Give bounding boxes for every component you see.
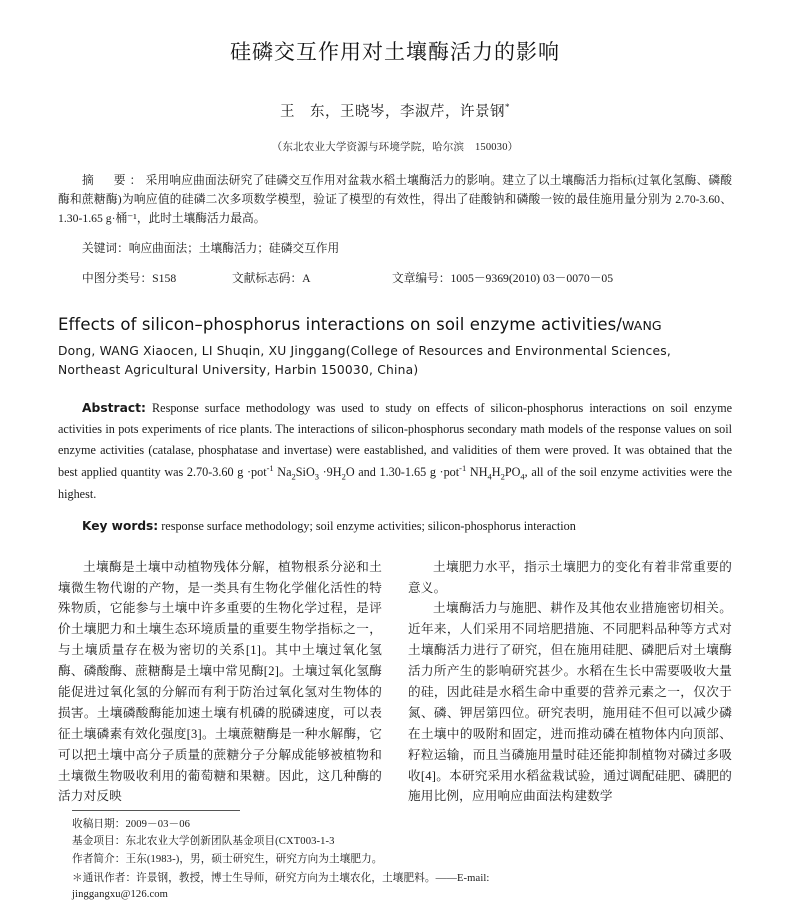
english-abstract-text-5: O and 1.30-1.65 g ·pot: [345, 465, 460, 480]
english-abstract-sup-1: -1: [266, 463, 274, 474]
english-abstract-text-8: PO: [504, 465, 521, 480]
document-code-label: 文献标志码：: [232, 271, 303, 285]
english-keywords-label: Key words:: [82, 519, 159, 534]
english-abstract-sub-3: 2: [341, 471, 346, 482]
class-number: [58, 270, 208, 286]
english-abstract-sup-2: -1: [459, 463, 467, 474]
english-abstract: [58, 398, 732, 505]
english-title: [58, 314, 732, 336]
article-id: [368, 270, 613, 286]
footnote-received-date: 收稿日期：2009－03－06: [72, 818, 191, 830]
page-footnotes: [58, 810, 538, 905]
english-title-author-start: WANG: [622, 317, 662, 333]
english-authors: Dong, WANG Xiaocen, LI Shuqin, XU Jinggang(College of Resources and Environmental Sciences, Northeast Agricultural University, Harbin 150030, China): [58, 343, 671, 377]
chinese-authors: [58, 100, 732, 121]
corresponding-marker: *: [505, 102, 510, 113]
chinese-keywords: [58, 240, 732, 259]
document-code: [208, 270, 368, 286]
english-abstract-text-2: Na: [273, 465, 292, 480]
classification-line: [58, 270, 732, 286]
page-title: 硅磷交互作用对土壤酶活力的影响: [230, 40, 560, 64]
english-title-main: Effects of silicon–phosphorus interactions on soil enzyme activities/: [58, 314, 623, 334]
document-code-value: A: [302, 271, 311, 285]
body-columns: [58, 557, 732, 808]
class-number-label: 中图分类号：: [82, 271, 153, 285]
chinese-abstract-paragraph: [58, 172, 732, 229]
english-abstract-text-6: NH: [466, 465, 488, 480]
english-abstract-text-7: H: [491, 465, 501, 480]
english-abstract-text-3: SiO: [295, 465, 315, 480]
english-abstract-sub-1: 2: [291, 471, 296, 482]
body-column-right: [408, 557, 732, 808]
chinese-authors-text: 王 东，王晓岑，李淑芹，许景钢: [280, 104, 505, 120]
chinese-abstract-text: 采用响应曲面法研究了硅磷交互作用对盆栽水稻土壤酶活力的影响。建立了以土壤酶活力指标(过氧化氢酶、磷酸酶和蔗糖酶)为响应值的硅磷二次多项数学模型，验证了模型的有效性，得出了硅酸钠和磷酸一铵的最佳施用量分别为 2.70-3.60、1.30-1.65 g·桶⁻¹，此时土壤酶活力最高。: [58, 174, 732, 225]
footnote-corresponding-author: ＊通讯作者：许景钢，教授，博士生导师，研究方向为土壤农化，土壤肥料。——E-mail: jinggangxu@126.com: [72, 873, 490, 901]
chinese-abstract-label: 摘 要：: [82, 174, 146, 187]
article-id-label: 文章编号：: [392, 271, 451, 285]
english-abstract-text-4: ·9H: [319, 465, 342, 480]
article-id-value: 1005－9369(2010) 03－0070－05: [450, 271, 614, 285]
footnote-funding: 基金项目：东北农业大学创新团队基金项目(CXT003-1-3: [72, 836, 335, 848]
english-abstract-text-9: , all of the soil enzyme activities were the highest.: [58, 465, 732, 502]
body-paragraph-left: 土壤酶是土壤中动植物残体分解，植物根系分泌和土壤微生物代谢的产物，是一类具有生物化学催化活性的特殊物质，它能参与土壤中许多重要的生物化学过程，是评价土壤肥力和土壤生态环境质量的重要生物学指标之一，与土壤质量存在极为密切的关系[1]。其中土壤过氧化氢酶、磷酸酶、蔗糖酶是土壤中常见酶[2]。土壤过氧化氢酶能促进过氧化氢的分解而有利于防治过氧化氢对生物体的损害。土壤磷酸酶能加速土壤有机磷的脱磷速度，可以表征土壤磷素有效化强度[3]。土壤蔗糖酶是一种水解酶，它可以把土壤中高分子质量的蔗糖分子分解成能够被植物和土壤微生物吸收利用的葡萄糖和果糖。因此，这几种酶的活力对反映: [58, 559, 382, 804]
body-column-left: [58, 557, 382, 808]
english-abstract-sub-5: 2: [500, 471, 505, 482]
chinese-affiliation: （东北农业大学资源与环境学院，哈尔滨 150030）: [271, 142, 519, 153]
english-keywords: [58, 517, 732, 537]
class-number-value: S158: [152, 271, 177, 285]
english-abstract-sub-2: 3: [314, 471, 319, 482]
chinese-keywords-text: 响应曲面法；土壤酶活力；硅磷交互作用: [128, 241, 340, 255]
english-abstract-label: Abstract:: [82, 400, 146, 415]
english-keywords-text: response surface methodology; soil enzyme activities; silicon-phosphorus interaction: [161, 519, 576, 534]
chinese-abstract: [58, 172, 732, 229]
footnote-author-bio: 作者简介：王东(1983-)，男，硕士研究生，研究方向为土壤肥力。: [72, 854, 383, 866]
english-abstract-text-1: Response surface methodology was used to study on effects of silicon-phosphorus interactions on soil enzyme activities in pots experiments of rice plants. The interactions of silicon-phosphorus secondary math models of the response values on soil enzyme activities (catalase, phosphatase and invertase) were eastablished, and validities of them were proved. It was obtained that the best applied quantity was 2.70-3.60 g ·pot: [58, 400, 733, 480]
chinese-keywords-label: 关键词：: [82, 241, 129, 255]
body-paragraph-right-2: 土壤酶活力与施肥、耕作及其他农业措施密切相关。近年来，人们采用不同培肥措施、不同肥料品种等方式对土壤酶活力进行了研究，但在施用硅肥、磷肥后对土壤酶活力所产生的影响研究甚少。水稻在生长中需要吸收大量的硅，因此硅是水稻生命中重要的营养元素之一，仅次于氮、磷、钾居第四位。研究表明，施用硅不但可以减少磷在土壤中的吸附和固定，进而推动磷在植物体内向顶部、籽粒运输，而且当磷施用量时硅还能抑制植物对磷过多吸收[4]。本研究采用水稻盆栽试验，通过调配硅肥、磷肥的施用比例，应用响应曲面法构建数学: [408, 601, 732, 804]
footnote-divider: [72, 810, 240, 811]
english-abstract-sub-6: 4: [520, 471, 525, 482]
english-abstract-sub-4: 4: [487, 471, 492, 482]
body-paragraph-right-1: 土壤肥力水平，指示土壤肥力的变化有着非常重要的意义。: [408, 559, 732, 595]
